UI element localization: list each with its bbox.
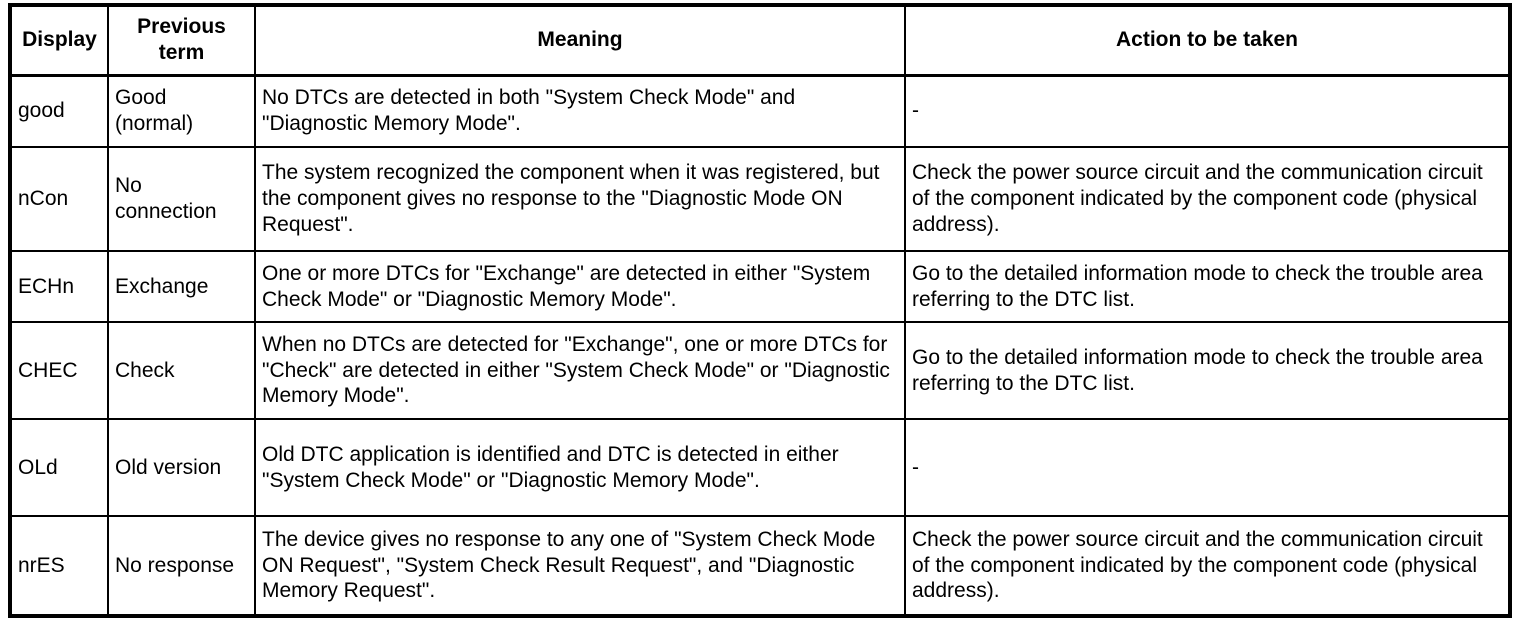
- cell-meaning: No DTCs are detected in both "System Check Mode" and "Diagnostic Memory Mode".: [255, 75, 905, 147]
- cell-previous-term: Old version: [108, 419, 255, 516]
- cell-display: nrES: [10, 516, 108, 616]
- cell-meaning: The device gives no response to any one of "System Check Mode ON Request", "System Check Result Request", and "Diagnostic Memory Request".: [255, 516, 905, 616]
- table-row: [10, 322, 1510, 419]
- column-header-display: Display: [10, 5, 108, 75]
- table-row: [10, 251, 1510, 322]
- column-header-action: Action to be taken: [905, 5, 1510, 75]
- cell-action: Check the power source circuit and the communication circuit of the component indicated by the component code (physical address).: [905, 516, 1510, 616]
- cell-action: Go to the detailed information mode to check the trouble area referring to the DTC list.: [905, 251, 1510, 322]
- cell-display: CHEC: [10, 322, 108, 419]
- cell-display: ECHn: [10, 251, 108, 322]
- cell-meaning: The system recognized the component when it was registered, but the component gives no response to the "Diagnostic Mode ON Request".: [255, 147, 905, 251]
- cell-previous-term: No connection: [108, 147, 255, 251]
- table-row: [10, 75, 1510, 147]
- cell-display: good: [10, 75, 108, 147]
- dtc-code-table: [8, 3, 1512, 618]
- cell-display: OLd: [10, 419, 108, 516]
- cell-display: nCon: [10, 147, 108, 251]
- cell-action: -: [905, 75, 1510, 147]
- cell-meaning: One or more DTCs for "Exchange" are detected in either "System Check Mode" or "Diagnostic Memory Mode".: [255, 251, 905, 322]
- cell-previous-term: No response: [108, 516, 255, 616]
- cell-action: Go to the detailed information mode to check the trouble area referring to the DTC list.: [905, 322, 1510, 419]
- cell-action: -: [905, 419, 1510, 516]
- table-row: [10, 516, 1510, 616]
- table-header-row: [10, 5, 1510, 75]
- cell-previous-term: Check: [108, 322, 255, 419]
- cell-action: Check the power source circuit and the communication circuit of the component indicated by the component code (physical address).: [905, 147, 1510, 251]
- cell-meaning: Old DTC application is identified and DTC is detected in either "System Check Mode" or "Diagnostic Memory Mode".: [255, 419, 905, 516]
- cell-meaning: When no DTCs are detected for "Exchange", one or more DTCs for "Check" are detected in either "System Check Mode" or "Diagnostic Memory Mode".: [255, 322, 905, 419]
- column-header-meaning: Meaning: [255, 5, 905, 75]
- column-header-previous-term: Previous term: [108, 5, 255, 75]
- cell-previous-term: Good (normal): [108, 75, 255, 147]
- table-row: [10, 147, 1510, 251]
- table-row: [10, 419, 1510, 516]
- cell-previous-term: Exchange: [108, 251, 255, 322]
